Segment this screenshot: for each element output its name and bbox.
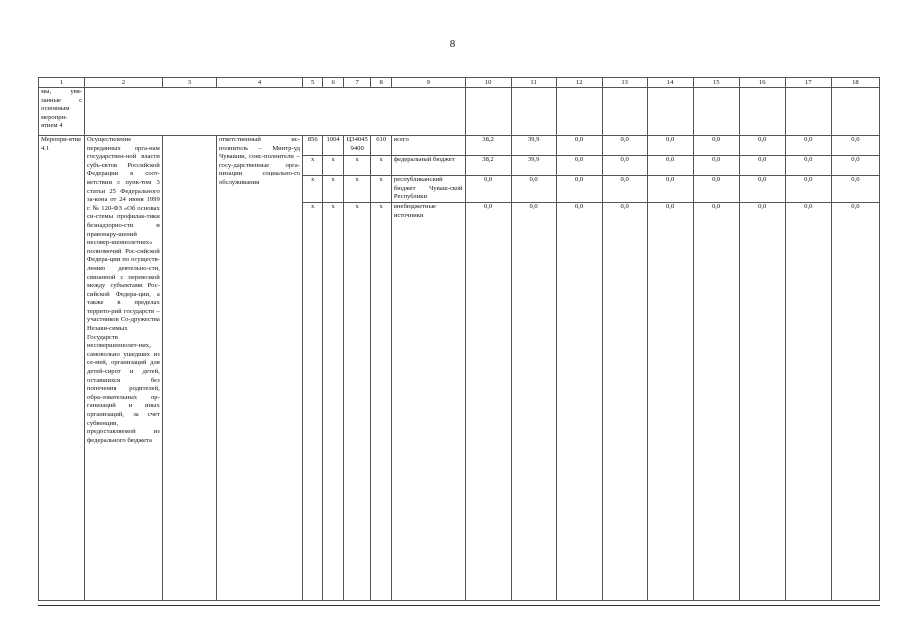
page-number: 8 bbox=[449, 38, 456, 50]
value-cell: 0,0 bbox=[739, 176, 785, 203]
code-cell: Ц34045 9400 bbox=[343, 136, 371, 156]
column-number: 11 bbox=[511, 78, 556, 88]
value-cell: 0,0 bbox=[693, 156, 739, 176]
event-executor: ответственный ис-полнитель – Минтр-уд Чувашии, соис-полнители – госу-дарственные орга-низации социально-го обслуживания bbox=[217, 136, 303, 601]
code-cell: x bbox=[343, 203, 371, 601]
value-cell: 39,9 bbox=[511, 136, 556, 156]
empty-cell bbox=[556, 88, 602, 136]
code-cell: x bbox=[323, 203, 343, 601]
value-cell: 0,0 bbox=[465, 203, 511, 601]
column-number: 5 bbox=[302, 78, 322, 88]
code-cell: x bbox=[302, 176, 322, 203]
code-cell: x bbox=[302, 156, 322, 176]
empty-cell bbox=[693, 88, 739, 136]
value-cell: 0,0 bbox=[602, 203, 647, 601]
value-cell: 0,0 bbox=[739, 136, 785, 156]
value-cell: 0,0 bbox=[556, 176, 602, 203]
funding-source: федеральный бюджет bbox=[391, 156, 465, 176]
continuation-row bbox=[39, 88, 880, 136]
value-cell: 0,0 bbox=[831, 156, 879, 176]
value-cell: 0,0 bbox=[556, 156, 602, 176]
value-cell: 0,0 bbox=[602, 176, 647, 203]
value-cell: 38,2 bbox=[465, 136, 511, 156]
empty-cell bbox=[785, 88, 831, 136]
value-cell: 0,0 bbox=[511, 203, 556, 601]
value-cell: 0,0 bbox=[465, 176, 511, 203]
code-cell: x bbox=[371, 156, 391, 176]
code-cell: x bbox=[371, 203, 391, 601]
event-name: Осуществление переданных орга-нам государствен-ной власти субъ-ектов Российской Федерации в соот-ветствии с пунк-том 3 статьи 25 Федерального за-кона от 24 июня 1999 г. № 120-ФЗ «Об основах си-стемы профилак-тики безнадзорно-сти и правонару-шений несовер-шеннолетних» полномочий Рос-сийской Федера-ции по осуществ-лению деятельно-сти, связанной с перевозкой между субъектами Рос-сийской Федера-ции, а также в пределах террито-рий государств – участников Со-дружества Незави-симых Государств несовершеннолет-них, самовольно ушедших из се-мей, организаций для детей-сирот и детей, оставшихся без попечения родителей, обра-зовательных ор-ганизаций и иных организаций, за счет субвенции, предоставляемой из федерального бюджета bbox=[85, 136, 163, 601]
column-number-row bbox=[39, 78, 880, 88]
column-number: 9 bbox=[391, 78, 465, 88]
code-cell: 610 bbox=[371, 136, 391, 156]
column-number: 10 bbox=[465, 78, 511, 88]
value-cell: 0,0 bbox=[647, 136, 693, 156]
column-number: 12 bbox=[556, 78, 602, 88]
value-cell: 38,2 bbox=[465, 156, 511, 176]
value-cell: 39,9 bbox=[511, 156, 556, 176]
column-number: 17 bbox=[785, 78, 831, 88]
column-number: 16 bbox=[739, 78, 785, 88]
empty-merged-cell bbox=[85, 88, 466, 136]
column-number: 7 bbox=[343, 78, 371, 88]
funding-source: всего bbox=[391, 136, 465, 156]
budget-table bbox=[38, 77, 880, 601]
empty-cell bbox=[465, 88, 511, 136]
code-cell: x bbox=[371, 176, 391, 203]
value-cell: 0,0 bbox=[739, 156, 785, 176]
value-cell: 0,0 bbox=[647, 176, 693, 203]
column-number: 3 bbox=[162, 78, 216, 88]
table-bottom-rule bbox=[38, 605, 880, 606]
value-cell: 0,0 bbox=[785, 176, 831, 203]
code-cell: x bbox=[323, 176, 343, 203]
value-cell: 0,0 bbox=[831, 176, 879, 203]
value-cell: 0,0 bbox=[647, 156, 693, 176]
value-cell: 0,0 bbox=[785, 156, 831, 176]
column-number: 1 bbox=[39, 78, 85, 88]
value-cell: 0,0 bbox=[602, 136, 647, 156]
code-cell: x bbox=[343, 176, 371, 203]
table-row bbox=[39, 136, 880, 156]
value-cell: 0,0 bbox=[739, 203, 785, 601]
value-cell: 0,0 bbox=[556, 136, 602, 156]
empty-cell bbox=[602, 88, 647, 136]
funding-source: внебюджетные источники bbox=[391, 203, 465, 601]
empty-cell bbox=[162, 136, 216, 601]
value-cell: 0,0 bbox=[693, 176, 739, 203]
value-cell: 0,0 bbox=[831, 136, 879, 156]
code-cell: 1004 bbox=[323, 136, 343, 156]
column-number: 2 bbox=[85, 78, 163, 88]
event-code: Меропри-ятие 4.1 bbox=[39, 136, 85, 601]
value-cell: 0,0 bbox=[785, 203, 831, 601]
column-number: 6 bbox=[323, 78, 343, 88]
continuation-cell: мы, увя-занные с основным меропри-ятием 4 bbox=[39, 88, 85, 136]
value-cell: 0,0 bbox=[511, 176, 556, 203]
code-cell: 856 bbox=[302, 136, 322, 156]
value-cell: 0,0 bbox=[602, 156, 647, 176]
value-cell: 0,0 bbox=[831, 203, 879, 601]
value-cell: 0,0 bbox=[693, 203, 739, 601]
value-cell: 0,0 bbox=[785, 136, 831, 156]
empty-cell bbox=[647, 88, 693, 136]
column-number: 4 bbox=[217, 78, 303, 88]
empty-cell bbox=[511, 88, 556, 136]
funding-source: республиканский бюджет Чуваш-ской Республики bbox=[391, 176, 465, 203]
value-cell: 0,0 bbox=[647, 203, 693, 601]
code-cell: x bbox=[302, 203, 322, 601]
value-cell: 0,0 bbox=[556, 203, 602, 601]
code-cell: x bbox=[323, 156, 343, 176]
empty-cell bbox=[831, 88, 879, 136]
empty-cell bbox=[739, 88, 785, 136]
column-number: 15 bbox=[693, 78, 739, 88]
value-cell: 0,0 bbox=[693, 136, 739, 156]
column-number: 13 bbox=[602, 78, 647, 88]
column-number: 18 bbox=[831, 78, 879, 88]
column-number: 8 bbox=[371, 78, 391, 88]
column-number: 14 bbox=[647, 78, 693, 88]
code-cell: x bbox=[343, 156, 371, 176]
